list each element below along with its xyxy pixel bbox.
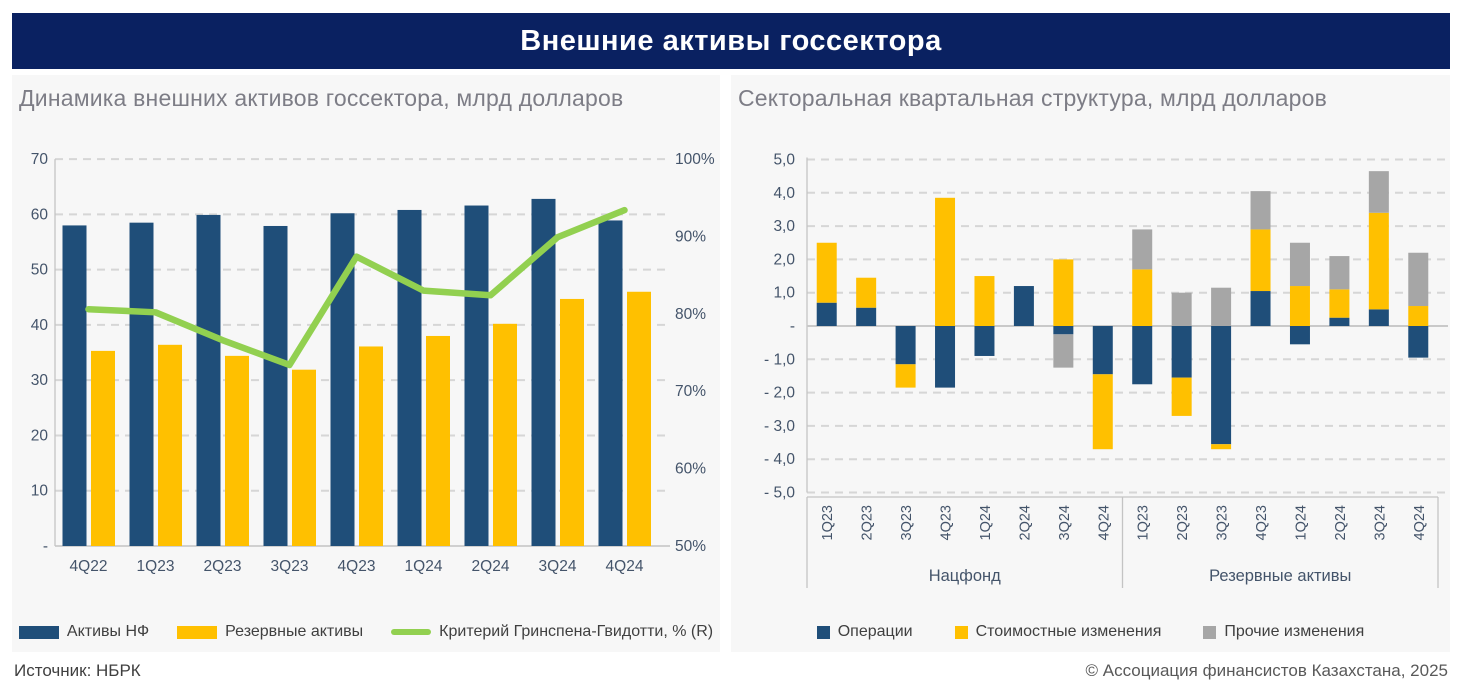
x-axis-tick-label: 4Q24 [605,558,644,575]
x-axis-tick-label: 2Q24 [471,558,510,575]
bar-segment [935,198,955,326]
bar-segment [1211,444,1231,449]
right-chart-canvas [731,133,1450,613]
x-axis-tick-label: 2Q23 [203,558,242,575]
y-axis-tick-label: 20 [30,427,48,445]
bar-segment [1329,256,1349,289]
y-axis-tick-label: - 5,0 [763,484,795,502]
x-axis-tick-label: 3Q24 [1372,505,1389,541]
bar-nf-assets-1Q23 [130,223,154,546]
bar-nf-assets-3Q23 [264,226,288,546]
bar-segment [1251,229,1271,291]
x-axis-tick-label: 1Q24 [977,505,994,541]
y-axis-tick-label: - [42,538,48,555]
bar-segment [1290,326,1310,344]
right-axis-tick-label: 60% [675,460,707,478]
bar-nf-assets-4Q24 [599,220,623,546]
bar-segment [1329,318,1349,326]
x-axis-tick-label: 3Q24 [1056,505,1073,541]
source-note: Источник: НБРК [14,661,141,680]
x-axis-tick-label: 4Q23 [337,558,376,575]
y-axis-tick-label: 10 [30,482,48,500]
x-axis-tick-label: 1Q23 [820,505,837,541]
bar-segment [974,326,994,356]
legend-label: Стоимостные изменения [975,623,1162,640]
bar-reserve-assets-4Q23 [359,346,383,546]
bar-nf-assets-2Q24 [465,206,489,546]
group-label: Резервные активы [1209,567,1352,585]
x-axis-tick-label: 4Q23 [1254,505,1271,541]
blue-bar-swatch [19,626,59,639]
bar-segment [1408,326,1428,358]
bar-segment [1132,269,1152,326]
y-axis-tick-label: 3,0 [773,218,795,236]
y-axis-tick-label: - 4,0 [763,451,795,469]
bar-reserve-assets-4Q24 [627,292,651,546]
x-axis-tick-label: 1Q24 [1293,505,1310,541]
bar-nf-assets-4Q22 [63,225,87,546]
bar-segment [1211,288,1231,326]
bar-segment [1211,326,1231,444]
bar-segment [935,326,955,388]
left-chart-canvas [12,133,720,593]
bar-segment [1172,326,1192,378]
x-axis-tick-label: 4Q22 [69,558,108,575]
x-axis-tick-label: 3Q23 [899,505,916,541]
bar-segment [1408,306,1428,326]
bar-segment [1093,326,1113,374]
x-axis-tick-label: 2Q23 [859,505,876,541]
bar-reserve-assets-4Q22 [91,351,115,546]
bar-reserve-assets-1Q23 [158,345,182,546]
bar-segment [1053,334,1073,367]
bar-segment [1369,171,1389,213]
bar-reserve-assets-2Q23 [225,356,249,546]
right-chart-panel [731,75,1450,652]
bar-segment [1172,378,1192,416]
x-axis-tick-label: 4Q23 [938,505,955,541]
bar-nf-assets-2Q23 [197,215,221,546]
y-axis-tick-label: - [789,318,795,335]
bar-segment [1329,289,1349,317]
legend-item-operations [817,623,913,641]
legend-label: Операции [837,623,913,640]
left-chart-panel [12,75,720,652]
bar-reserve-assets-2Q24 [493,324,517,546]
legend-item-nf-assets [19,623,149,641]
group-label: Нацфонд [928,567,1001,585]
right-axis-tick-label: 100% [675,151,715,169]
copyright-note: © Ассоциация финансистов Казахстана, 2025 [1085,661,1448,680]
right-axis-tick-label: 80% [675,305,707,323]
bar-segment [974,276,994,326]
bar-segment [856,308,876,326]
y-axis-tick-label: - 3,0 [763,417,795,435]
y-axis-tick-label: 70 [30,151,48,169]
x-axis-tick-label: 4Q24 [1096,505,1113,541]
y-axis-tick-label: - 2,0 [763,384,795,402]
bar-segment [1369,309,1389,326]
bar-reserve-assets-1Q24 [426,336,450,546]
bar-segment [1251,191,1271,229]
bar-segment [1014,286,1034,326]
x-axis-tick-label: 4Q24 [1411,505,1428,541]
yellow-square-swatch [955,626,968,639]
y-axis-tick-label: 60 [30,206,48,224]
y-axis-tick-label: 5,0 [773,151,795,169]
right-axis-tick-label: 70% [675,383,707,401]
y-axis-tick-label: 4,0 [773,184,795,202]
bar-segment [1290,286,1310,326]
page-title: Внешние активы госсектора [520,24,942,57]
bar-segment [1132,229,1152,269]
header-bar [12,13,1450,69]
bar-segment [1369,213,1389,310]
bar-segment [817,243,837,303]
green-line-swatch [391,629,431,635]
right-axis-tick-label: 50% [675,538,707,555]
x-axis-tick-label: 1Q24 [404,558,443,575]
y-axis-tick-label: 50 [30,261,48,279]
legend-label: Критерий Гринспена-Гвидотти, % (R) [439,623,714,640]
y-axis-tick-label: 2,0 [773,251,795,269]
x-axis-tick-label: 1Q23 [136,558,175,575]
y-axis-tick-label: 1,0 [773,284,795,302]
yellow-bar-swatch [177,626,217,639]
bar-segment [1408,253,1428,306]
left-chart-legend [12,623,720,641]
legend-item-other-changes [1203,623,1364,641]
y-axis-tick-label: - 1,0 [763,351,795,369]
bar-segment [1093,374,1113,449]
y-axis-tick-label: 40 [30,316,48,334]
right-axis-tick-label: 90% [675,228,707,246]
x-axis-tick-label: 3Q23 [270,558,309,575]
legend-label: Резервные активы [225,623,364,640]
x-axis-tick-label: 2Q24 [1332,505,1349,541]
legend-label: Прочие изменения [1224,623,1365,640]
legend-item-greenspan-criterion [391,623,713,641]
bar-segment [1172,293,1192,326]
bar-segment [856,278,876,308]
bar-segment [1251,291,1271,326]
x-axis-tick-label: 2Q24 [1017,505,1034,541]
y-axis-tick-label: 30 [30,372,48,390]
bar-segment [817,303,837,326]
x-axis-tick-label: 3Q24 [538,558,577,575]
bar-segment [1290,243,1310,286]
x-axis-tick-label: 1Q23 [1135,505,1152,541]
left-chart-title: Динамика внешних активов госсектора, млрд долларов [19,85,624,111]
right-chart-title: Секторальная квартальная структура, млрд долларов [738,85,1328,111]
bar-segment [896,326,916,364]
legend-item-value-changes [955,623,1162,641]
bar-segment [896,364,916,387]
legend-label: Активы НФ [66,623,150,640]
legend-item-reserve-assets [177,623,363,641]
x-axis-tick-label: 3Q23 [1214,505,1231,541]
bar-nf-assets-1Q24 [398,210,422,546]
blue-square-swatch [817,626,830,639]
gray-square-swatch [1203,626,1216,639]
right-chart-legend [731,623,1450,641]
bar-segment [1132,326,1152,384]
bar-reserve-assets-3Q24 [560,299,584,546]
bar-segment [1053,326,1073,334]
x-axis-tick-label: 2Q23 [1175,505,1192,541]
bar-segment [1053,259,1073,326]
bar-reserve-assets-3Q23 [292,370,316,546]
